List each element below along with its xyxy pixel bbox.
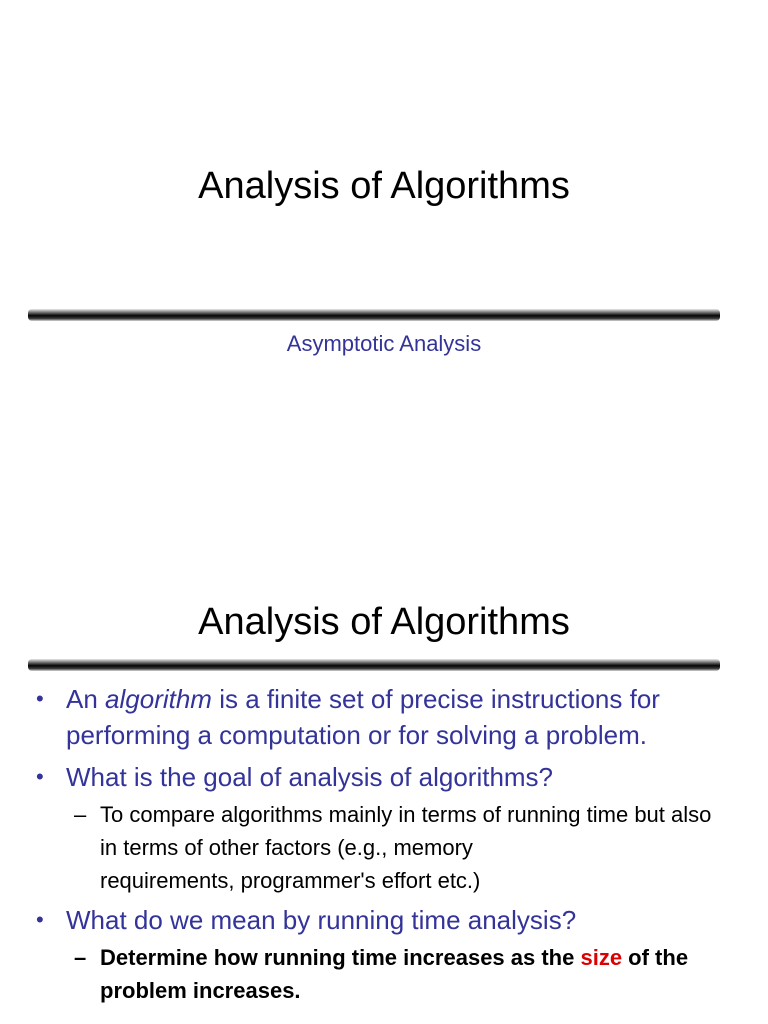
title-divider (28, 309, 720, 321)
bullet-marker: • (36, 686, 44, 711)
bullet-marker: • (36, 764, 44, 789)
sub-bullet-text-line2: requirements, programmer's effort etc.) (100, 868, 481, 893)
bullet-algorithm-definition (0, 681, 768, 753)
bullet-text: What do we mean by running time analysis? (66, 905, 577, 935)
sub-bullet-marker: – (74, 945, 87, 970)
bullet-term: algorithm (105, 684, 212, 714)
bullet-text: What is the goal of analysis of algorithms? (66, 762, 554, 792)
bullet-text-lead: An (66, 684, 106, 714)
slide-title: Analysis of Algorithms (198, 601, 570, 643)
sub-bullet-text-rest: of the problem increases. (100, 945, 689, 1003)
bullet-goal-question (0, 759, 768, 795)
sub-bullet-highlight: size (580, 945, 623, 970)
title-divider (28, 659, 720, 671)
sub-bullet-text-line1: To compare algorithms mainly in terms of running time but also in terms of other factors (e.g., memory (100, 802, 712, 860)
sub-bullet-running-time-answer (0, 941, 768, 1007)
sub-bullet-text: Determine how running time increases as the (100, 945, 581, 970)
slide-analysis (0, 540, 768, 1024)
slide-title: Analysis of Algorithms (198, 165, 570, 207)
bullet-running-time-question (0, 902, 768, 938)
bullet-marker: • (36, 907, 44, 932)
sub-bullet-goal-answer (0, 798, 768, 897)
slide-subtitle: Asymptotic Analysis (286, 331, 482, 356)
bullet-list (0, 681, 768, 1007)
bullet-text-rest: is a finite set of precise instructions for performing a computation or for solving a problem. (66, 684, 660, 750)
sub-bullet-marker: – (74, 802, 87, 827)
